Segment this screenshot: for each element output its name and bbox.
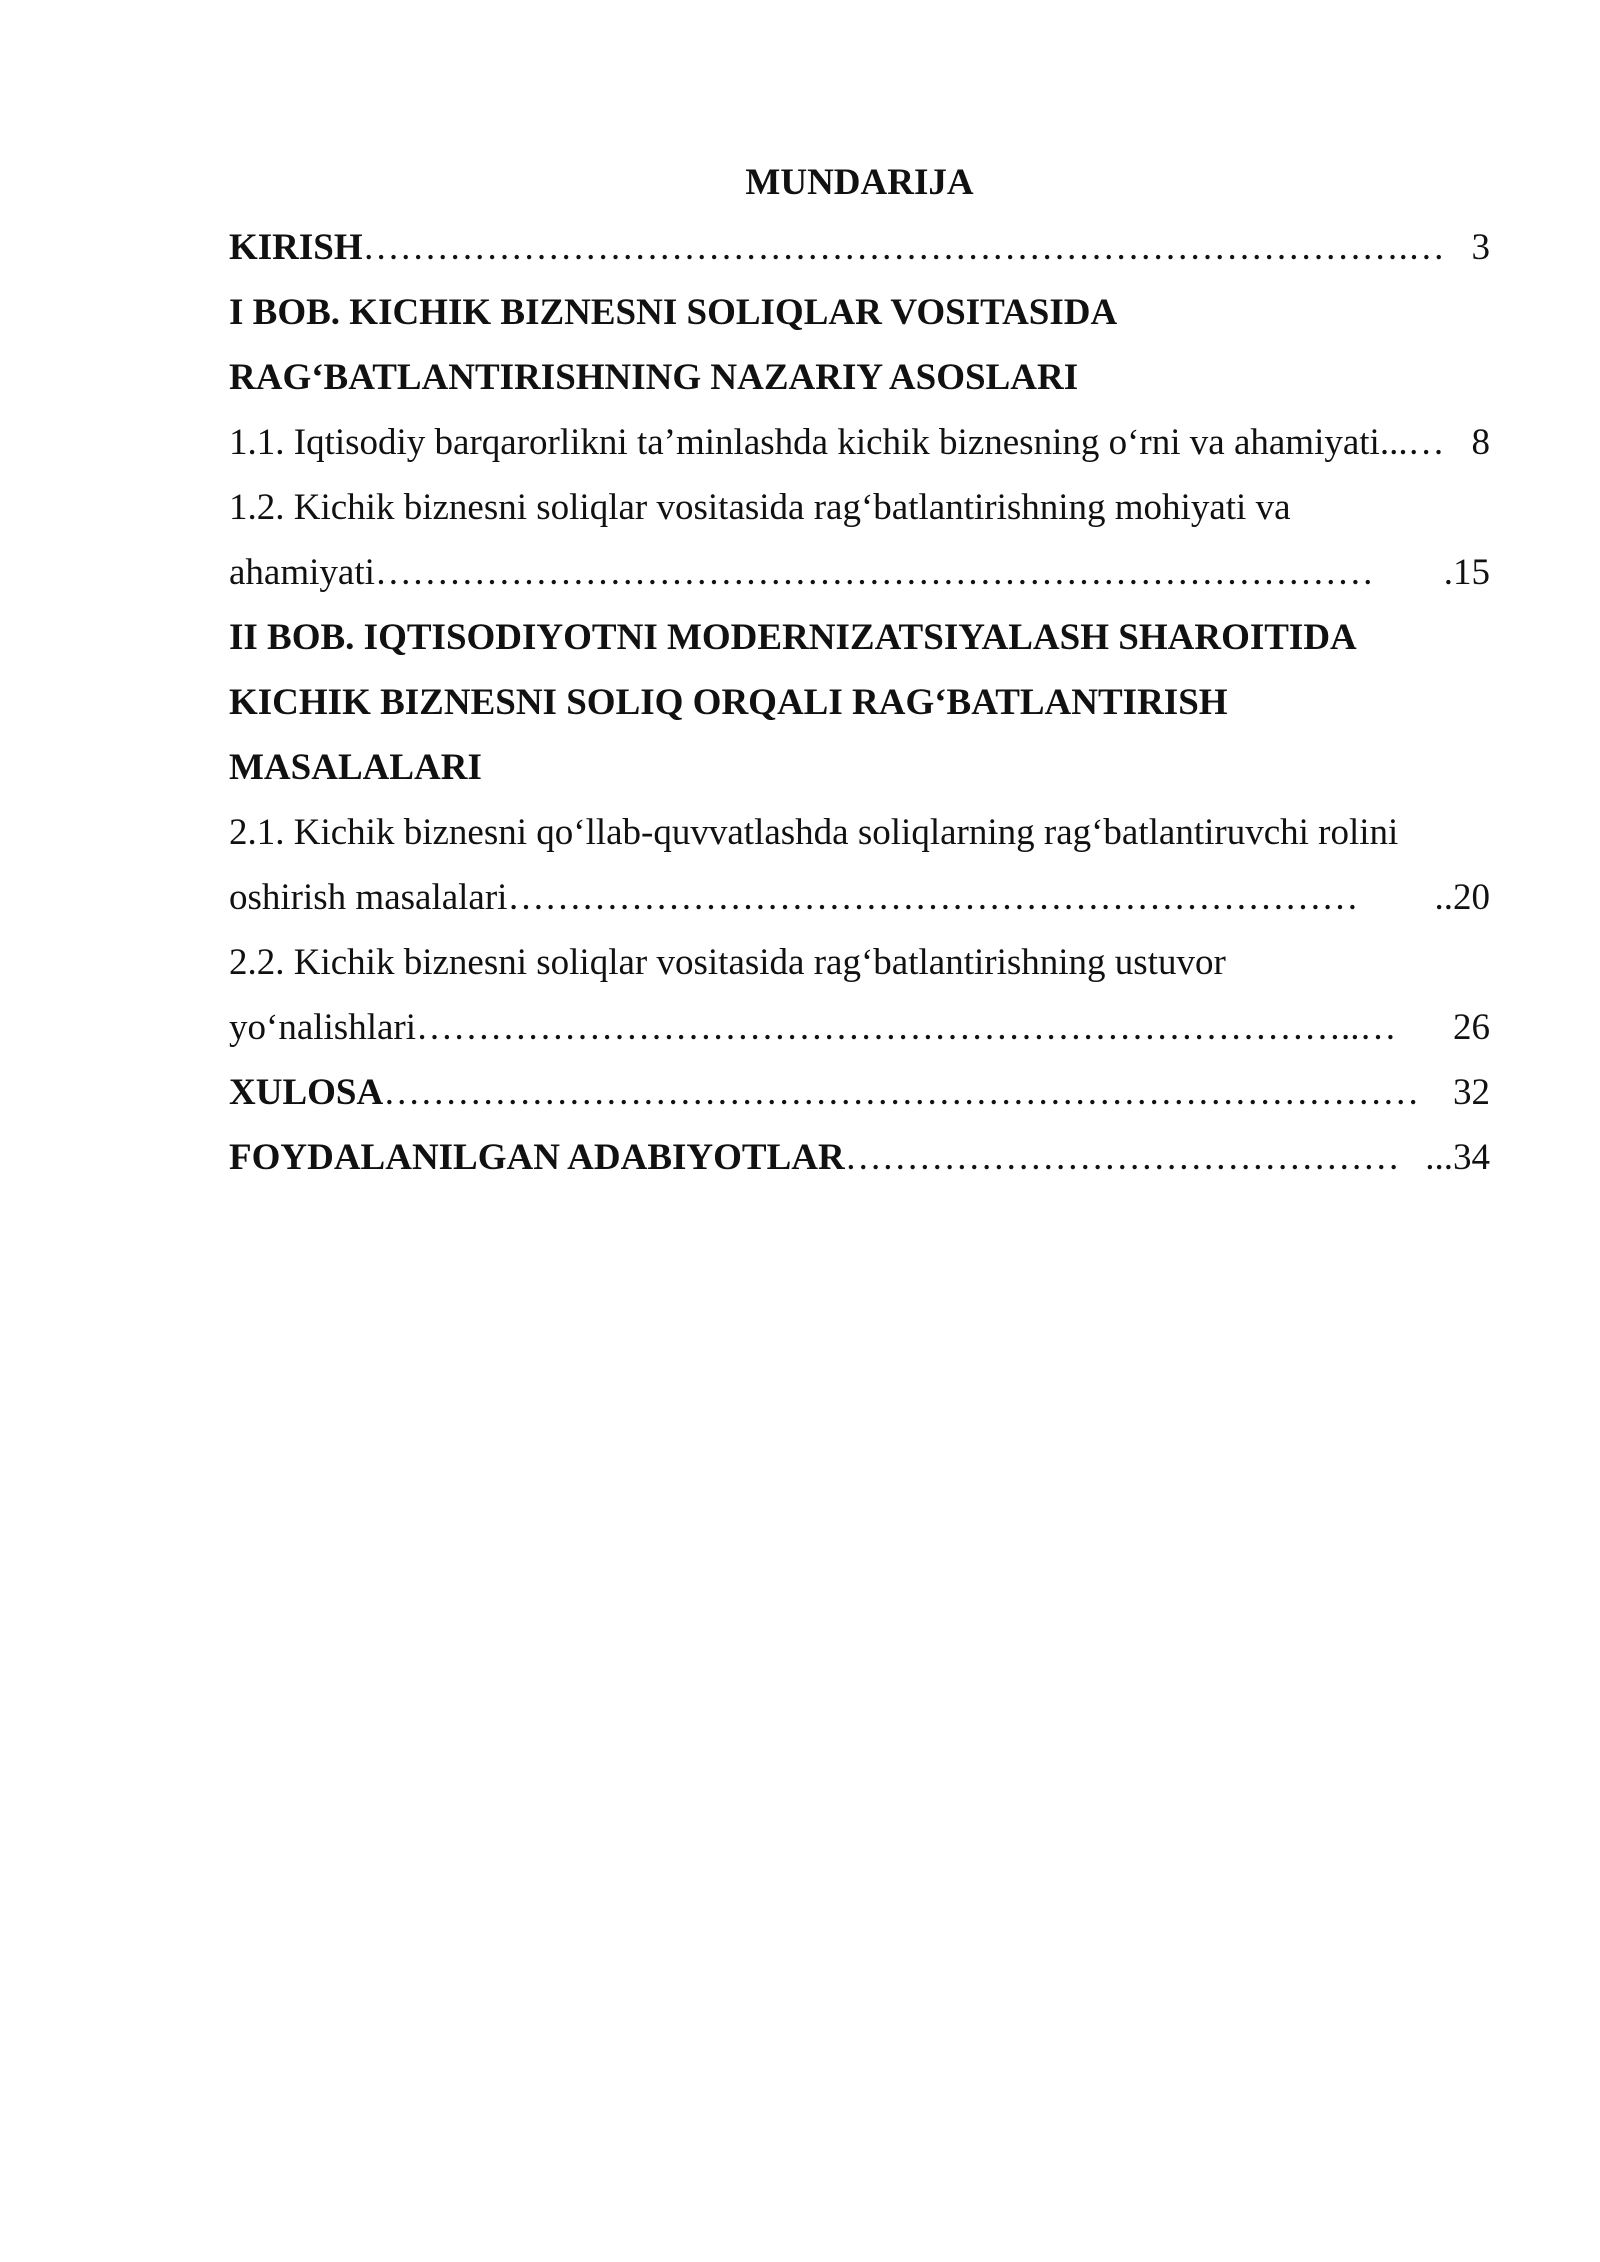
toc-page-number: 8: [1471, 422, 1490, 463]
toc-page-number: ..20: [1434, 877, 1490, 918]
toc-leader-dots: ………………………………………………………………………: [374, 552, 1374, 593]
toc-entry-xulosa[interactable]: [229, 1060, 1490, 1125]
toc-title-text: MUNDARIJA: [745, 162, 974, 203]
toc-entry-2-2[interactable]: [229, 995, 1490, 1060]
table-of-contents: [229, 150, 1490, 1190]
toc-entry-label: KIRISH: [229, 227, 363, 268]
toc-page-number: ...34: [1425, 1137, 1490, 1178]
toc-entry-foydalanilgan-adabiyotlar[interactable]: [229, 1125, 1490, 1190]
toc-leader-dots: …………………………………………………………………..…: [416, 1007, 1397, 1048]
toc-entry-2-1[interactable]: [229, 865, 1490, 930]
toc-entry-label: FOYDALANILGAN ADABIYOTLAR: [229, 1137, 845, 1178]
toc-entry-1-1[interactable]: [229, 410, 1490, 475]
toc-leader-dots: ………………………………………: [844, 1137, 1400, 1178]
toc-chapter-2-line-1[interactable]: II BOB. IQTISODIYOTNI MODERNIZATSIYALASH SHAROITIDA: [229, 617, 1357, 658]
toc-entry-2-2-line-1[interactable]: 2.2. Kichik biznesni soliqlar vositasida rag‘batlantirishning ustuvor: [229, 942, 1226, 983]
toc-entry-label: yo‘nalishlari: [229, 1007, 417, 1048]
toc-leader-dots: …………………………………………………………………………: [383, 1072, 1420, 1113]
toc-entry-label: oshirish masalalari: [229, 877, 508, 918]
toc-title: [229, 150, 1490, 215]
toc-page-number: 3: [1471, 227, 1490, 268]
toc-entry-label: 1.1. Iqtisodiy barqarorlikni ta’minlashda kichik biznesning o‘rni va ahamiyati: [229, 422, 1380, 463]
toc-entry-1-2-line-1[interactable]: 1.2. Kichik biznesni soliqlar vositasida rag‘batlantirishning mohiyati va: [229, 487, 1291, 528]
toc-entry-1-2[interactable]: [229, 540, 1490, 605]
toc-entry-kirish[interactable]: [229, 215, 1490, 280]
toc-leader-dots: ……………………………………………………………: [507, 877, 1359, 918]
toc-entry-label: ahamiyati: [229, 552, 375, 593]
toc-chapter-2-line-2[interactable]: KICHIK BIZNESNI SOLIQ ORQALI RAG‘BATLANTIRISH: [229, 682, 1228, 723]
toc-entry-2-1-line-1[interactable]: 2.1. Kichik biznesni qo‘llab-quvvatlashda soliqlarning rag‘batlantiruvchi rolini: [229, 812, 1399, 853]
toc-leader-dots: ………………………………………………………………………….…: [362, 227, 1445, 268]
toc-entry-label: XULOSA: [229, 1072, 384, 1113]
toc-chapter-1-line-1[interactable]: I BOB. KICHIK BIZNESNI SOLIQLAR VOSITASIDA: [229, 292, 1118, 333]
toc-chapter-2-line-3[interactable]: MASALALARI: [229, 747, 482, 788]
toc-leader-dots: ...…: [1379, 422, 1445, 463]
toc-page-number: 26: [1453, 1007, 1490, 1048]
toc-chapter-1-line-2[interactable]: RAG‘BATLANTIRISHNING NAZARIY ASOSLARI: [229, 357, 1079, 398]
toc-page-number: 32: [1453, 1072, 1490, 1113]
toc-page-number: .15: [1443, 552, 1490, 593]
